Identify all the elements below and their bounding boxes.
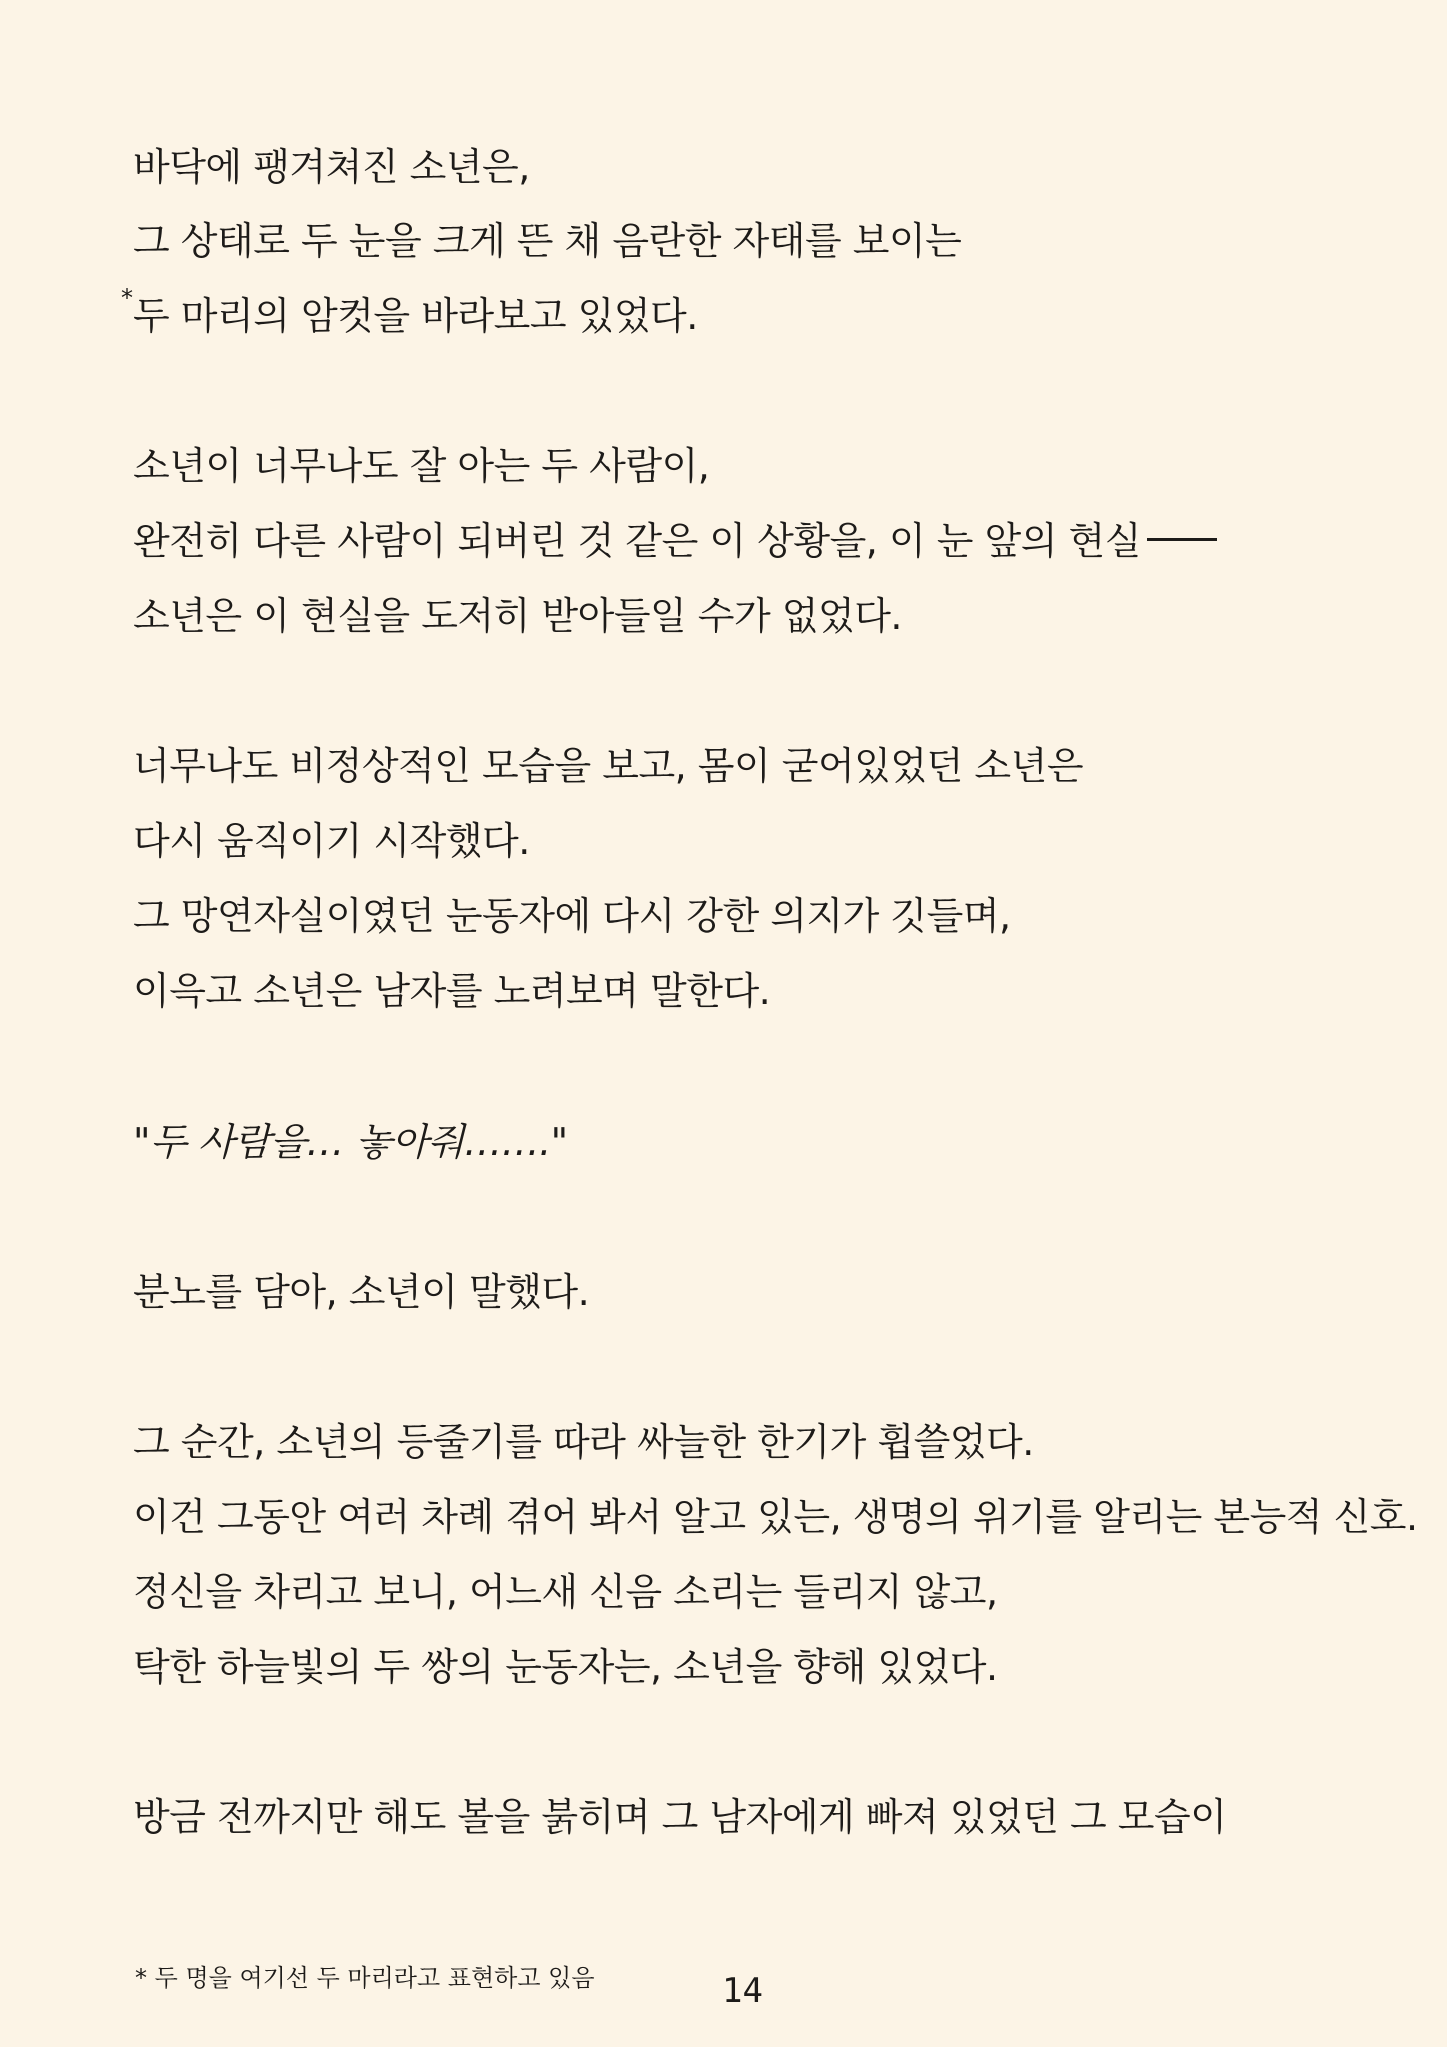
text-line: 그 상태로 두 눈을 크게 뜬 채 음란한 자태를 보이는 [133,219,962,263]
text-line-with-dash [133,516,1217,566]
text-line: 그 순간, 소년의 등줄기를 따라 싸늘한 한기가 휩쓸었다. [133,1420,1034,1464]
page-number: 14 [722,1971,763,2011]
text-line: 소년이 너무나도 잘 아는 두 사람이, [133,444,710,488]
text-line: 방금 전까지만 해도 볼을 붉히며 그 남자에게 빠져 있었던 그 모습이 [133,1795,1227,1839]
text-line: 소년은 이 현실을 도저히 받아들일 수가 없었다. [133,594,903,638]
text-line: 그 망연자실이였던 눈동자에 다시 강한 의지가 깃들며, [133,894,1011,938]
dialogue-line: "두 사람을… 놓아줘……." [133,1120,568,1164]
text-line: 바닥에 팽겨쳐진 소년은, [133,145,530,189]
text-segment: 완전히 다른 사람이 되버린 것 같은 이 상황을, 이 눈 앞의 현실 [133,519,1141,563]
text-line: 정신을 차리고 보니, 어느새 신음 소리는 들리지 않고, [133,1570,998,1614]
footnote: * 두 명을 여기선 두 마리라고 표현하고 있음 [135,1964,595,1992]
em-dash [1147,538,1217,541]
text-line: 탁한 하늘빛의 두 쌍의 눈동자는, 소년을 향해 있었다. [133,1645,998,1689]
text-line: 이윽고 소년은 남자를 노려보며 말한다. [133,969,771,1013]
text-line: 분노를 담아, 소년이 말했다. [133,1270,590,1314]
footnote-marker: * [121,284,133,312]
text-line: 다시 움직이기 시작했다. [133,819,530,863]
text-line: 두 마리의 암컷을 바라보고 있었다. [133,294,698,338]
text-line: 이건 그동안 여러 차례 겪어 봐서 알고 있는, 생명의 위기를 알리는 본능적 신호. [133,1495,1418,1539]
text-line: 너무나도 비정상적인 모습을 보고, 몸이 굳어있었던 소년은 [133,744,1084,788]
